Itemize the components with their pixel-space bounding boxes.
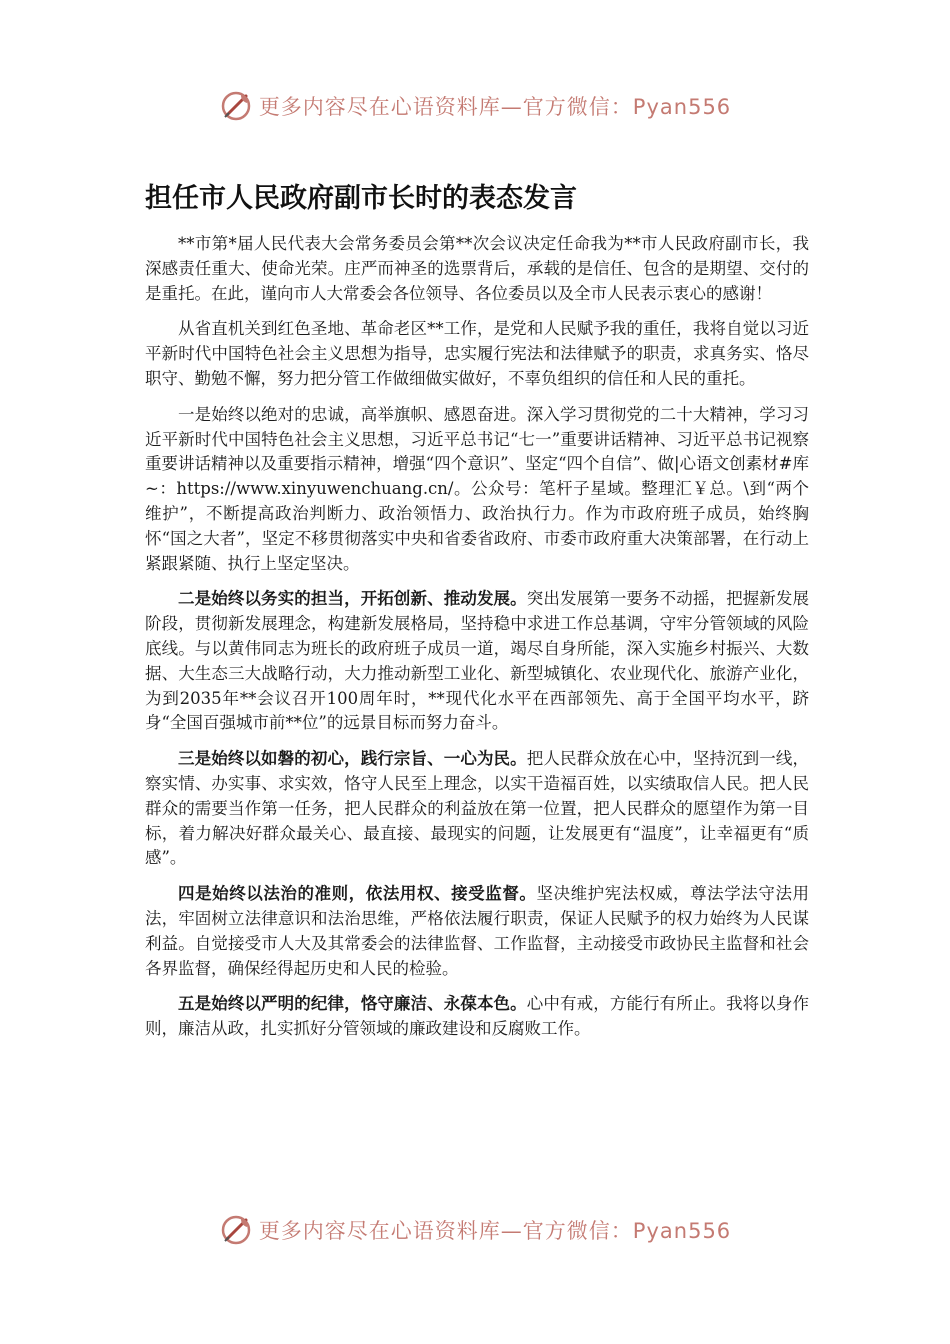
- paragraph-text: **市第*届人民代表大会常务委员会第**次会议决定任命我为**市人民政府副市长，我深感责任重大、使命光荣。庄严而神圣的选票背后，承载的是信任、包含的是期望、交付的是重托。在此，谨向市人大常委会各位领导、各位委员以及全市人民表示衷心的感谢！: [145, 234, 809, 303]
- paragraph-text: 突出发展第一要务不动摇，把握新发展阶段，贯彻新发展理念，构建新发展格局，坚持稳中求进工作总基调，守牢分管领域的风险底线。与以黄伟同志为班长的政府班子成员一道，竭尽自身所能，深入实施乡村振兴、大数据、大生态三大战略行动，大力推动新型工业化、新型城镇化、农业现代化、旅游产业化，为到2035年**会议召开100周年时，**现代化水平在西部领先、高于全国平均水平，跻身“全国百强城市前**位”的远景目标而努力奋斗。: [145, 589, 810, 733]
- quill-logo-icon: [219, 89, 253, 123]
- paragraph-lead: 四是始终以法治的准则，依法用权、接受监督。: [178, 884, 537, 904]
- paragraph: [145, 747, 809, 871]
- paragraph: [145, 587, 809, 736]
- paragraph: [145, 992, 809, 1042]
- paragraph-text: 一是始终以绝对的忠诚，高举旗帜、感恩奋进。深入学习贯彻党的二十大精神，学习习近平新时代中国特色社会主义思想，习近平总书记“七一”重要讲话精神、习近平总书记视察重要讲话精神以及重要指示精神，增强“四个意识”、坚定“四个自信”、做|心语文创素材#库~：https://www.xinyuwenchuang.cn/。公众号：笔杆子星域。整理汇￥总。\到“两个维护”，不断提高政治判断力、政治领悟力、政治执行力。作为市政府班子成员，始终胸怀“国之大者”，坚定不移贯彻落实中央和省委省政府、市委市政府重大决策部署，在行动上紧跟紧随、执行上坚定坚决。: [145, 404, 809, 573]
- paragraph: [145, 882, 809, 981]
- paragraph-text: 心中有戒，方能行有所止。我将以身作则，廉洁从政，扎实抓好分管领域的廉政建设和反腐败工作。: [145, 994, 810, 1039]
- paragraph: [145, 403, 809, 577]
- header-banner: [0, 86, 950, 126]
- paragraph-text: 从省直机关到红色圣地、革命老区**工作，是党和人民赋予我的重任，我将自觉以习近平新时代中国特色社会主义思想为指导，忠实履行宪法和法律赋予的职责，求真务实、恪尽职守、勤勉不懈，努力把分管工作做细做实做好，不辜负组织的信任和人民的重托。: [145, 319, 809, 388]
- paragraph-text: 坚决维护宪法权威，尊法学法守法用法，牢固树立法律意识和法治思维，严格依法履行职责，保证人民赋予的权力始终为人民谋利益。自觉接受市人大及其常委会的法律监督、工作监督，主动接受市政协民主监督和社会各界监督，确保经得起历史和人民的检验。: [145, 884, 810, 978]
- paragraph-lead: 三是始终以如磐的初心，践行宗旨、一心为民。: [178, 749, 527, 769]
- banner-text: 更多内容尽在心语资料库—官方微信：Pyan556: [258, 95, 732, 119]
- paragraph: [145, 317, 809, 391]
- document-title: 担任市人民政府副市长时的表态发言: [145, 183, 577, 214]
- banner-text: 更多内容尽在心语资料库—官方微信：Pyan556: [258, 1219, 732, 1243]
- paragraph-lead: 二是始终以务实的担当，开拓创新、推动发展。: [178, 589, 527, 609]
- quill-logo-icon: [219, 1213, 253, 1247]
- footer-banner: [0, 1210, 950, 1250]
- document-body: [145, 232, 809, 1053]
- paragraph-lead: 五是始终以严明的纪律，恪守廉洁、永葆本色。: [178, 994, 527, 1014]
- paragraph-text: 把人民群众放在心中，坚持沉到一线，察实情、办实事、求实效，恪守人民至上理念，以实干造福百姓，以实绩取信人民。把人民群众的需要当作第一任务，把人民群众的利益放在第一位置，把人民群众的愿望作为第一目标，着力解决好群众最关心、最直接、最现实的问题，让发展更有“温度”，让幸福更有“质感”。: [145, 749, 810, 868]
- paragraph: [145, 232, 809, 306]
